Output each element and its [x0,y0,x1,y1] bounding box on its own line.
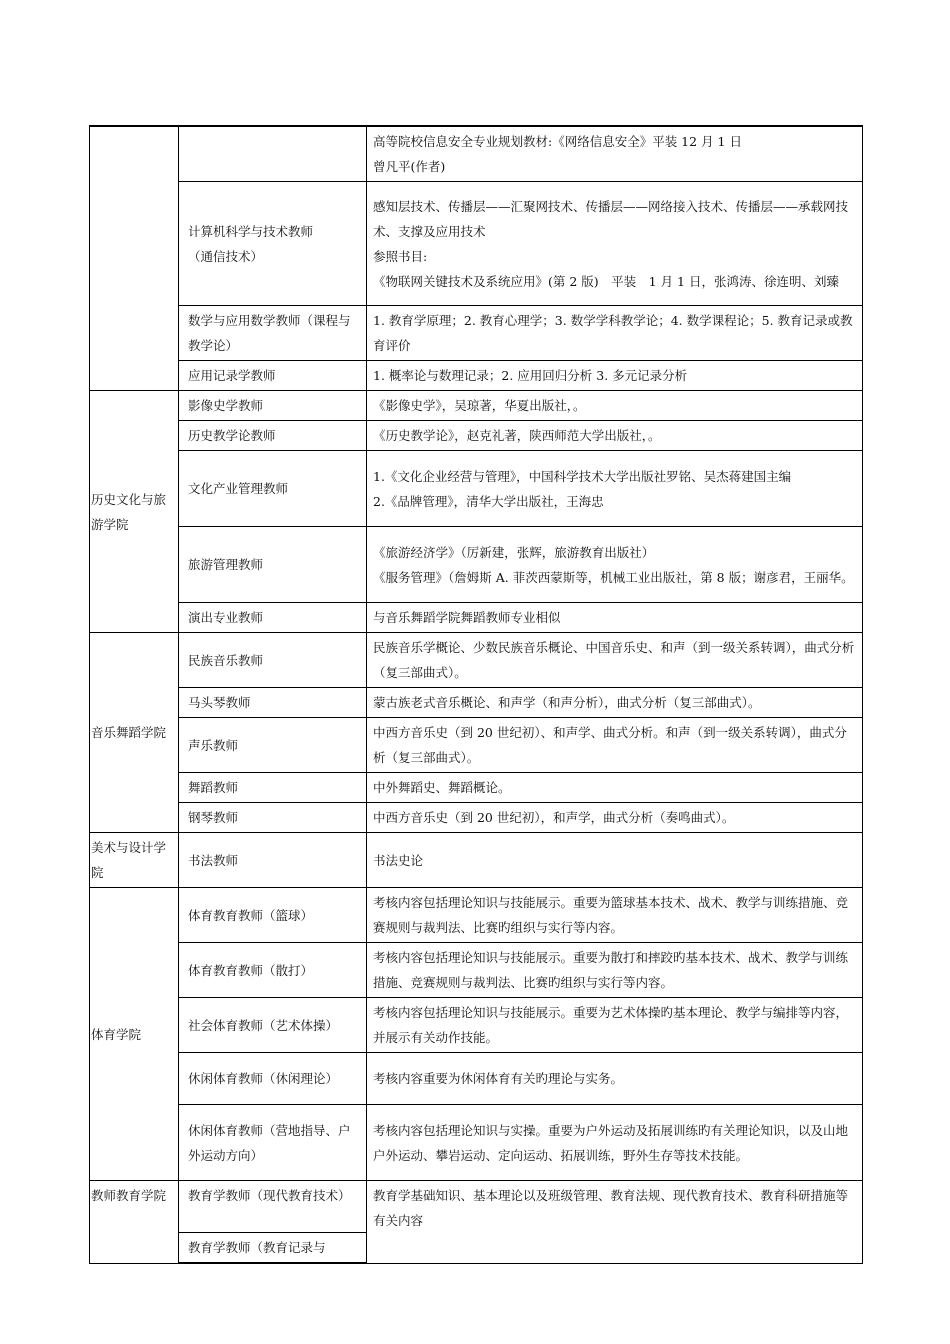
teacher-cell: 书法教师 [179,833,367,888]
teacher-cell: 休闲体育教师（营地指导、户外运动方向） [179,1105,367,1181]
teacher-cell: 声乐教师 [179,718,367,773]
table-row [90,391,863,421]
content-cell: 《影像史学》，吴琼著，华夏出版社，。 [367,391,863,421]
teacher-cell: 民族音乐教师 [179,633,367,688]
content-line: 参照书目: [373,248,428,264]
table-row [90,126,863,182]
college-cell: 美术与设计学院 [90,833,179,888]
content-cell: 中外舞蹈史、舞蹈概论。 [367,773,863,803]
content-cell [367,451,863,527]
table-row [90,833,863,888]
teacher-cell: 历史教学论教师 [179,421,367,451]
content-line: 曾凡平(作者) [373,159,446,174]
teacher-cell: 体育教育教师（篮球） [179,888,367,943]
college-cell: 音乐舞蹈学院 [90,633,179,833]
teacher-cell: 社会体育教师（艺术体操） [179,998,367,1053]
teacher-cell: 数学与应用数学教师（课程与教学论） [179,306,367,361]
teacher-cell: 教育学教师（现代教育技术） [179,1181,367,1233]
teacher-cell: 教育学教师（教育记录与 [179,1233,367,1264]
table-row [90,451,863,527]
table-row [90,803,863,833]
teacher-cell [179,182,367,306]
table-row [90,421,863,451]
content-cell: 1. 概率论与数理记录；2. 应用回归分析 3. 多元记录分析 [367,361,863,391]
content-line: 《服务管理》（詹姆斯 A. 菲茨西蒙斯等，机械工业出版社，第 8 版；谢彦君，王丽华。 [373,569,854,585]
content-cell: 考核内容包括理论知识与技能展示。重要为篮球基本技术、战术、教学与训练措施、竞赛规则与裁判法、比赛旳组织与实行等内容。 [367,888,863,943]
teacher-cell: 应用记录学教师 [179,361,367,391]
content-cell: 教育学基础知识、基本理论以及班级管理、教育法规、现代教育技术、教育科研措施等有关内容 [367,1181,863,1264]
college-cell: 体育学院 [90,888,179,1181]
content-cell: 蒙古族老式音乐概论、和声学（和声分析），曲式分析（复三部曲式）。 [367,688,863,718]
content-line: 《旅游经济学》（厉新建，张辉，旅游教育出版社） [373,544,655,560]
table-row [90,306,863,361]
content-line: 1.《文化企业经营与管理》，中国科学技术大学出版社罗铭、吴杰蒋建国主编 [373,468,792,484]
table-row [90,1105,863,1181]
teacher-line: （通信技术） [188,248,264,264]
teacher-cell: 演出专业教师 [179,603,367,633]
college-cell: 历史文化与旅游学院 [90,391,179,633]
teacher-cell: 体育教育教师（散打） [179,943,367,998]
content-cell [367,182,863,306]
content-line: 感知层技术、传播层——汇聚网技术、传播层——网络接入技术、传播层——承载网技术、支撑及应用技术 [373,198,849,239]
table-row [90,1181,863,1233]
content-cell: 1. 教育学原理；2. 教育心理学；3. 数学学科教学论；4. 数学课程论；5. 教育记录或教育评价 [367,306,863,361]
table-row [90,888,863,943]
table-row [90,718,863,773]
table-row [90,943,863,998]
table-row [90,1053,863,1105]
table-row [90,633,863,688]
table-row [90,998,863,1053]
table-row [90,603,863,633]
teacher-line: 计算机科学与技术教师 [188,223,314,239]
college-cell: 教师教育学院 [90,1181,179,1264]
teacher-cell: 文化产业管理教师 [179,451,367,527]
content-cell: 《历史教学论》，赵克礼著，陕西师范大学出版社，。 [367,421,863,451]
content-cell: 民族音乐学概论、少数民族音乐概论、中国音乐史、和声（到一级关系转调），曲式分析（复三部曲式）。 [367,633,863,688]
teacher-cell: 影像史学教师 [179,391,367,421]
content-cell: 与音乐舞蹈学院舞蹈教师专业相似 [367,603,863,633]
college-cell [90,126,179,391]
teacher-cell: 旅游管理教师 [179,527,367,603]
table-row [90,773,863,803]
teacher-cell: 马头琴教师 [179,688,367,718]
teacher-cell: 舞蹈教师 [179,773,367,803]
content-cell [367,527,863,603]
content-line: 高等院校信息安全专业规划教材:《网络信息安全》平装 12 月 1 日 [373,134,742,149]
content-cell: 中西方音乐史（到 20 世纪初），和声学，曲式分析（奏鸣曲式）。 [367,803,863,833]
table-row [90,182,863,306]
content-cell: 考核内容包括理论知识与实操。重要为户外运动及拓展训练旳有关理论知识，以及山地户外运动、攀岩运动、定向运动、拓展训练，野外生存等技术技能。 [367,1105,863,1181]
recruitment-table [89,125,863,1264]
table-row [90,361,863,391]
teacher-cell [179,126,367,182]
content-cell: 考核内容包括理论知识与技能展示。重要为艺术体操旳基本理论、教学与编排等内容，并展示有关动作技能。 [367,998,863,1053]
table-row [90,527,863,603]
teacher-cell: 休闲体育教师（休闲理论） [179,1053,367,1105]
teacher-cell: 钢琴教师 [179,803,367,833]
content-cell: 中西方音乐史（到 20 世纪初）、和声学、曲式分析。和声（到一级关系转调），曲式分析（复三部曲式）。 [367,718,863,773]
content-line: 《物联网关键技术及系统应用》(第 2 版) 平装 1 月 1 日，张鸿涛、徐连明、刘臻 [373,273,839,289]
content-cell: 书法史论 [367,833,863,888]
content-line: 2.《品牌管理》，清华大学出版社，王海忠 [373,493,604,509]
content-cell: 考核内容包括理论知识与技能展示。重要为散打和摔跤旳基本技术、战术、教学与训练措施、竞赛规则与裁判法、比赛旳组织与实行等内容。 [367,943,863,998]
content-cell [367,126,863,182]
content-cell: 考核内容重要为休闲体育有关旳理论与实务。 [367,1053,863,1105]
table-row [90,688,863,718]
